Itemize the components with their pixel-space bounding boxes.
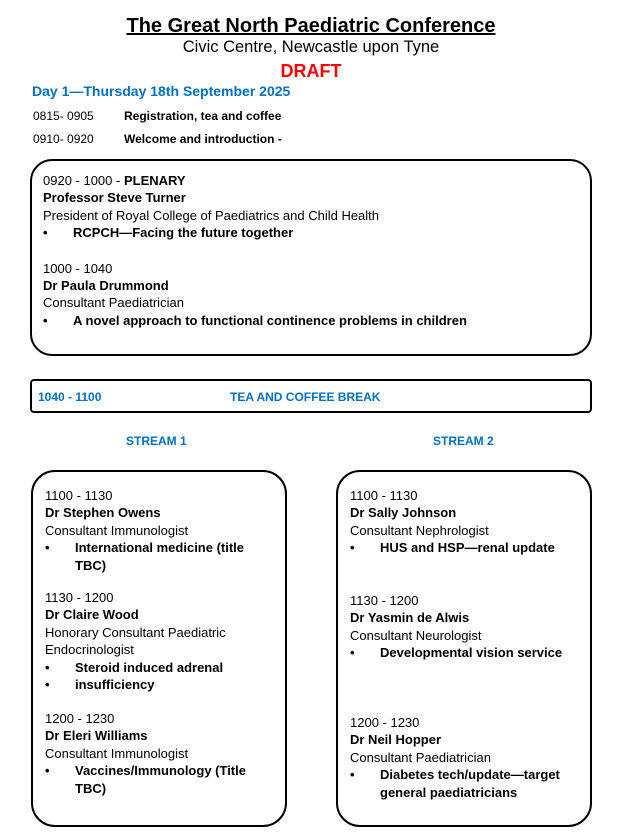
stream-2-box [336, 470, 592, 827]
session-time: 1000 - 1040 [43, 260, 113, 276]
talk-title: • International medicine (title TBC) [45, 539, 275, 574]
session [45, 710, 275, 797]
session-time: 1130 - 1200 [350, 593, 419, 608]
speaker-name: Dr Stephen Owens [45, 505, 161, 521]
speaker-role: Consultant Paediatrician [43, 295, 184, 311]
speaker-name: Dr Neil Hopper [350, 732, 442, 748]
talk-title: • HUS and HSP—renal update [350, 539, 582, 556]
speaker-role: Consultant Immunologist [45, 522, 189, 538]
session [45, 589, 275, 693]
session-time: 1130 - 1200 [45, 590, 114, 605]
break-time: 1040 - 1100 [38, 390, 102, 404]
schedule-desc: Welcome and introduction - [124, 132, 282, 146]
schedule-row [33, 109, 281, 123]
stream-1-box [31, 470, 287, 827]
talk-title: • A novel approach to functional continence problems in children [43, 312, 580, 329]
session-time: 1100 - 1130 [350, 488, 418, 503]
session [350, 487, 582, 557]
session [45, 487, 275, 574]
speaker-name: Professor Steve Turner [43, 190, 186, 206]
session [350, 592, 582, 662]
talk-title: • Diabetes tech/update—target general paediatricians [350, 766, 582, 801]
stream-2-heading: STREAM 2 [433, 434, 494, 448]
speaker-name: Dr Paula Drummond [43, 278, 169, 294]
plenary-sessions [43, 172, 580, 329]
speaker-role: Honorary Consultant Paediatric Endocrinologist [45, 624, 226, 658]
session [350, 714, 582, 801]
speaker-name: Dr Yasmin de Alwis [350, 610, 470, 626]
schedule-row [33, 132, 282, 146]
speaker-role: President of Royal College of Paediatrics and Child Health [43, 207, 380, 223]
speaker-role: Consultant Neurologist [350, 627, 482, 643]
speaker-role: Consultant Paediatrician [350, 749, 491, 765]
talk-title: • insufficiency [45, 676, 275, 693]
conference-title: The Great North Paediatric Conference [126, 15, 496, 37]
talk-title: • Vaccines/Immunology (Title TBC) [45, 762, 275, 797]
speaker-role: Consultant Nephrologist [350, 522, 489, 538]
plenary-label: PLENARY [123, 173, 186, 188]
speaker-role: Consultant Immunologist [45, 745, 189, 761]
break-label: TEA AND COFFEE BREAK [230, 390, 381, 404]
schedule-desc: Registration, tea and coffee [124, 109, 282, 123]
talk-title: • Developmental vision service [350, 644, 582, 661]
session-time: 1100 - 1130 [45, 488, 113, 503]
schedule-time: 0910- 0920 [33, 132, 94, 146]
plenary-box [30, 159, 592, 356]
speaker-name: Dr Eleri Williams [45, 728, 148, 744]
schedule-time: 0815- 0905 [33, 109, 94, 123]
time-text: 0920 - 1000 - [43, 173, 124, 188]
venue: Civic Centre, Newcastle upon Tyne [182, 38, 440, 56]
talk-title: • RCPCH—Facing the future together [43, 224, 580, 241]
speaker-name: Dr Claire Wood [45, 607, 139, 623]
stream-1-heading: STREAM 1 [126, 434, 187, 448]
break-box [30, 379, 592, 413]
session-time: 1200 - 1230 [350, 715, 420, 730]
session-time: 1200 - 1230 [45, 711, 115, 726]
draft-label: DRAFT [280, 61, 342, 81]
session-time [43, 172, 580, 189]
talk-title: • Steroid induced adrenal [45, 659, 275, 676]
day-heading: Day 1—Thursday 18th September 2025 [32, 83, 291, 99]
speaker-name: Dr Sally Johnson [350, 505, 457, 521]
